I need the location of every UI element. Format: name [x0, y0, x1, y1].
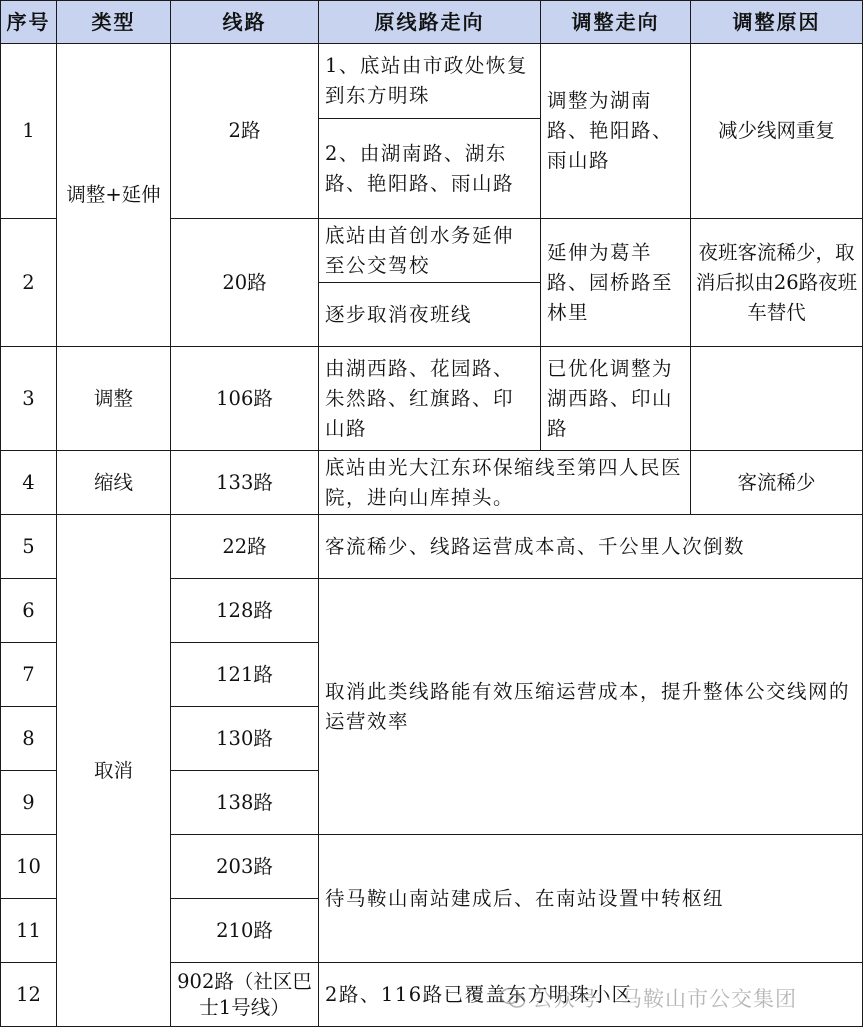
cell-original-route: 2、由湖南路、湖东路、艳阳路、雨山路: [319, 119, 541, 219]
cell-seq: 4: [1, 451, 57, 515]
cell-seq: 10: [1, 835, 57, 899]
header-line: 线路: [171, 1, 319, 44]
cell-seq: 11: [1, 899, 57, 963]
cell-reason: 2路、116路已覆盖东方明珠小区: [319, 963, 863, 1027]
cell-type: 调整: [57, 347, 171, 451]
cell-reason: [691, 347, 863, 451]
header-original-route: 原线路走向: [319, 1, 541, 44]
cell-original-route: 1、底站由市政处恢复到东方明珠: [319, 44, 541, 119]
cell-original-route: 底站由光大江东环保缩线至第四人民医院，进向山库掉头。: [319, 451, 691, 515]
cell-line: 210路: [171, 899, 319, 963]
cell-seq: 3: [1, 347, 57, 451]
cell-line: 130路: [171, 707, 319, 771]
cell-adjusted-route: 延伸为葛羊路、园桥路至林里: [541, 219, 691, 347]
header-reason: 调整原因: [691, 1, 863, 44]
cell-reason: 减少线网重复: [691, 44, 863, 219]
cell-line: 902路（社区巴士1号线）: [171, 963, 319, 1027]
cell-line: 121路: [171, 643, 319, 707]
cell-adjusted-route: 已优化调整为湖西路、印山路: [541, 347, 691, 451]
cell-seq: 6: [1, 579, 57, 643]
header-type: 类型: [57, 1, 171, 44]
cell-line: 203路: [171, 835, 319, 899]
cell-line: 128路: [171, 579, 319, 643]
cell-seq: 1: [1, 44, 57, 219]
cell-line: 22路: [171, 515, 319, 579]
cell-original-route: 底站由首创水务延伸至公交驾校: [319, 219, 541, 283]
cell-line: 133路: [171, 451, 319, 515]
cell-type: 缩线: [57, 451, 171, 515]
cell-group-reason: 取消此类线路能有效压缩运营成本，提升整体公交线网的运营效率: [319, 579, 863, 835]
header-row: [1, 1, 863, 44]
watermark-text: 公众号 · 马鞍山市公交集团: [532, 987, 798, 1011]
cell-original-route: 逐步取消夜班线: [319, 283, 541, 347]
cell-line: 20路: [171, 219, 319, 347]
cell-type: 调整+延伸: [57, 44, 171, 347]
cell-seq: 5: [1, 515, 57, 579]
cell-adjusted-route: 调整为湖南路、艳阳路、雨山路: [541, 44, 691, 219]
cell-line: 2路: [171, 44, 319, 219]
cell-seq: 8: [1, 707, 57, 771]
cell-reason: 夜班客流稀少，取消后拟由26路夜班车替代: [691, 219, 863, 347]
table-row: [1, 515, 863, 579]
header-adjusted-route: 调整走向: [541, 1, 691, 44]
cell-original-route: 由湖西路、花园路、朱然路、红旗路、印山路: [319, 347, 541, 451]
table-row: [1, 347, 863, 451]
cell-seq: 12: [1, 963, 57, 1027]
cell-type: 取消: [57, 515, 171, 1027]
cell-line: 106路: [171, 347, 319, 451]
table-row: [1, 451, 863, 515]
cell-reason: 客流稀少、线路运营成本高、千公里人次倒数: [319, 515, 863, 579]
cell-seq: 2: [1, 219, 57, 347]
table-row: [1, 44, 863, 119]
cell-line: 138路: [171, 771, 319, 835]
cell-seq: 9: [1, 771, 57, 835]
cell-group-reason: 待马鞍山南站建成后、在南站设置中转枢纽: [319, 835, 863, 963]
header-seq: 序号: [1, 1, 57, 44]
cell-reason: 客流稀少: [691, 451, 863, 515]
cell-seq: 7: [1, 643, 57, 707]
